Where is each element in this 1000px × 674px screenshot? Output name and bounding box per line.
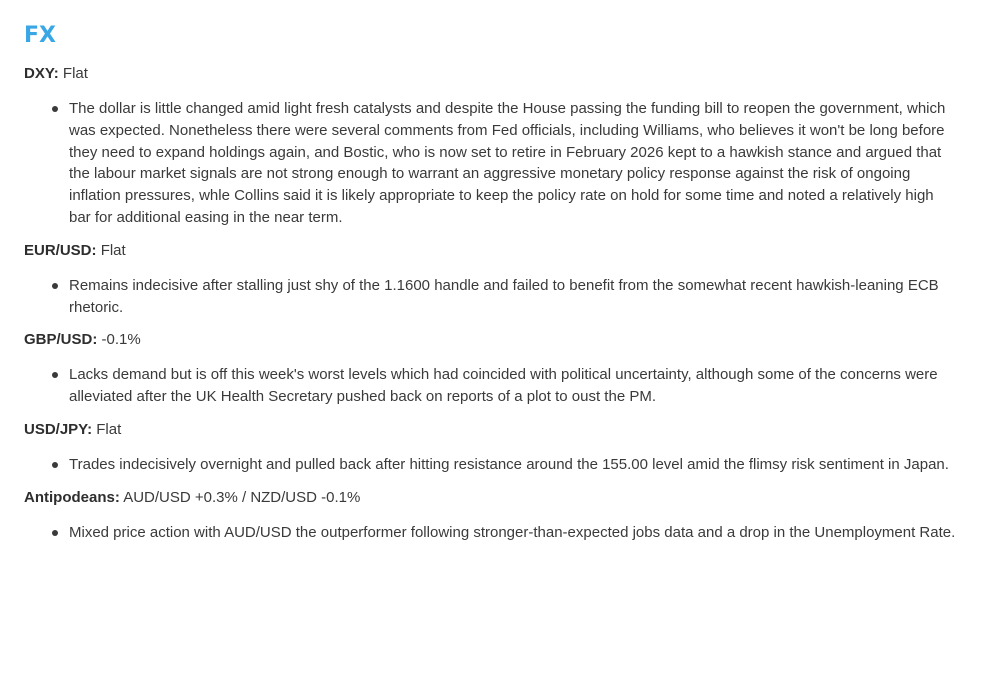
pair-heading [24, 488, 976, 508]
bullet-item [69, 522, 976, 544]
pair-heading [24, 64, 976, 84]
pair-label: DXY: [24, 65, 59, 82]
bullet-text: Lacks demand but is off this week's worst levels which had coincided with political uncertainty, although some of the concerns were alleviated after the UK Health Secretary pushed back on reports of a plot to oust the PM. [69, 366, 938, 406]
bullet-dot-icon [52, 372, 58, 378]
pair-label: USD/JPY: [24, 420, 93, 438]
bullet-list [24, 275, 976, 319]
bullet-text: Remains indecisive after stalling just shy of the 1.1600 handle and failed to benefit from the somewhat recent hawkish-leaning ECB rhetoric. [69, 276, 939, 316]
bullet-dot-icon [52, 106, 58, 112]
bullet-dot-icon [52, 462, 58, 468]
bullet-item [69, 275, 976, 319]
pair-label: GBP/USD: [24, 331, 98, 349]
bullet-dot-icon [52, 283, 58, 289]
pair-move: Flat [96, 420, 122, 438]
bullet-item [69, 98, 976, 229]
bullet-text: Trades indecisively overnight and pulled back after hitting resistance around the 155.00 level amid the flimsy risk sentiment in Japan. [69, 455, 949, 473]
bullet-item [69, 364, 976, 408]
pair-label: EUR/USD: [24, 241, 97, 259]
pair-section-gbpusd [24, 330, 976, 408]
pair-move: Flat [100, 241, 126, 259]
pair-section-antipodeans [24, 488, 976, 544]
bullet-text: Mixed price action with AUD/USD the outperformer following stronger-than-expected jobs data and a drop in the Unemployment Rate. [69, 523, 956, 541]
pair-heading [24, 420, 976, 440]
bullet-item [69, 454, 976, 476]
pair-section-usdjpy [24, 420, 976, 476]
bullet-list [24, 98, 976, 229]
bullet-dot-icon [52, 530, 58, 536]
pair-section-eurusd [24, 241, 976, 319]
pair-move: -0.1% [101, 331, 141, 349]
pair-label: Antipodeans: [24, 488, 120, 506]
pair-move: AUD/USD +0.3% / NZD/USD -0.1% [123, 488, 361, 506]
bullet-list [24, 454, 976, 476]
pair-heading [24, 330, 976, 350]
bullet-text: The dollar is little changed amid light fresh catalysts and despite the House passing the funding bill to reopen the government, which was expected. Nonetheless there were several comments from Fed officials, including Williams, who believes it won't be long before they need to expand holdings again, and Bostic, who is now set to retire in February 2026 kept to a hawkish stance and argued that the labour market signals are not strong enough to warrant an aggressive monetary policy response against the risk of ongoing inflation pressures, whle Collins said it is likely appropriate to keep the policy rate on hold for some time and noted a relatively high bar for additional easing in the near term. [69, 100, 946, 226]
bullet-list [24, 364, 976, 408]
pair-heading [24, 241, 976, 261]
pair-section-dxy [24, 64, 976, 229]
section-title: FX [24, 23, 56, 48]
pair-move: Flat [62, 65, 88, 82]
bullet-list [24, 522, 976, 544]
